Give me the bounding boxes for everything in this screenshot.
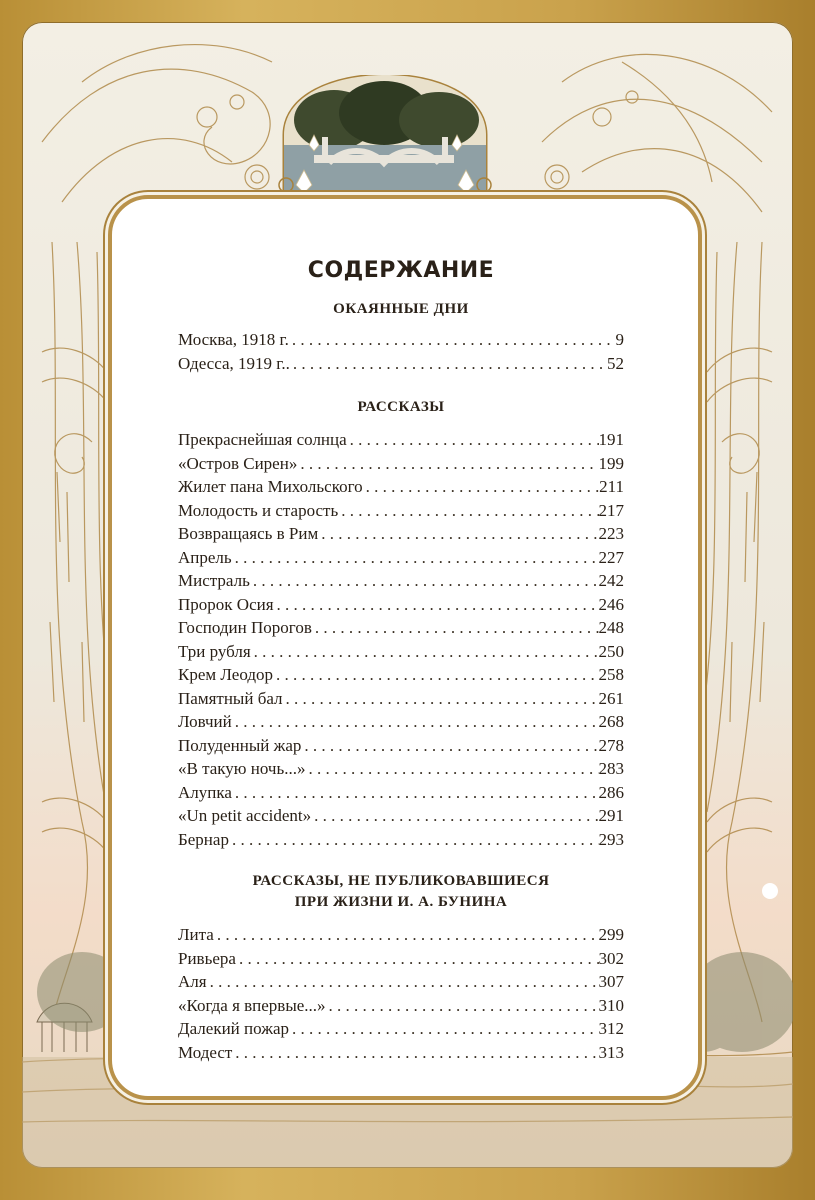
toc-entry-title: Алупка (178, 782, 232, 802)
toc-entry-page: 283 (598, 759, 624, 778)
table-of-contents (178, 250, 624, 1064)
toc-entry[interactable] (178, 1041, 624, 1065)
toc-entry-page: 242 (598, 571, 624, 590)
toc-entry[interactable] (178, 947, 624, 971)
toc-entry[interactable] (178, 593, 624, 617)
toc-entry-page: 312 (598, 1019, 624, 1038)
section-heading-okayannye-dni: ОКАЯННЫЕ ДНИ (333, 301, 469, 317)
toc-entry-page: 299 (598, 925, 624, 944)
page-title: СОДЕРЖАНИЕ (307, 258, 495, 283)
toc-entry[interactable] (178, 970, 624, 994)
leader-dots (274, 593, 599, 617)
toc-entry-page: 293 (598, 829, 624, 849)
toc-entry-title: «Когда я впервые...» (178, 995, 326, 1015)
toc-entry-title: Крем Леодор (178, 665, 274, 684)
leader-dots (289, 1017, 599, 1041)
toc-entry[interactable] (178, 428, 624, 452)
toc-entry-title: Мистраль (178, 571, 250, 590)
toc-entry-title: Жилет пана Михольского (178, 477, 363, 496)
toc-list-section-2 (178, 428, 624, 851)
toc-entry[interactable] (178, 663, 624, 687)
toc-entry[interactable] (178, 734, 624, 758)
toc-entry[interactable] (178, 804, 624, 828)
leader-dots (214, 923, 599, 947)
toc-entry[interactable] (178, 1017, 624, 1041)
leader-dots (289, 328, 616, 352)
toc-entry-title: Три рубля (178, 641, 251, 661)
toc-entry-title: Модест (178, 1042, 233, 1062)
toc-entry[interactable] (178, 522, 624, 546)
toc-entry-title: Бернар (178, 829, 229, 849)
section-heading-unpublished-line2: ПРИ ЖИЗНИ И. А. БУНИНА (294, 894, 508, 910)
leader-dots (232, 546, 599, 570)
leader-dots (297, 452, 598, 476)
toc-entry-page: 286 (598, 782, 624, 802)
leader-dots (290, 352, 607, 376)
section-heading-rasskazy: РАССКАЗЫ (357, 399, 445, 415)
leader-dots (301, 734, 598, 758)
toc-entry-title: Молодость и старость (178, 500, 339, 520)
toc-entry[interactable] (178, 640, 624, 664)
toc-entry[interactable] (178, 475, 624, 499)
park-bridge-vignette-icon (274, 75, 496, 203)
leader-dots (326, 994, 599, 1018)
leader-dots (273, 663, 598, 687)
toc-entry-title: Господин Порогов (178, 618, 312, 637)
toc-entry-title: Прекраснейшая солнца (178, 430, 347, 449)
toc-entry[interactable] (178, 781, 624, 805)
leader-dots (251, 640, 599, 664)
toc-entry[interactable] (178, 328, 624, 352)
toc-entry[interactable] (178, 546, 624, 570)
leader-dots (338, 499, 598, 523)
toc-entry-page: 199 (598, 453, 624, 473)
toc-entry-page: 313 (598, 1042, 624, 1062)
leader-dots (232, 1041, 598, 1065)
toc-entry-title: «Un petit accident» (178, 806, 312, 825)
toc-entry-page: 227 (598, 547, 624, 567)
toc-entry-page: 217 (598, 500, 624, 520)
toc-entry-title: Полуденный жар (178, 735, 302, 755)
toc-entry-page: 211 (599, 477, 624, 496)
toc-entry-title: «Остров Сирен» (178, 453, 298, 473)
leader-dots (232, 710, 599, 734)
leader-dots (363, 475, 599, 499)
leader-dots (250, 569, 599, 593)
toc-entry-page: 258 (598, 665, 624, 684)
toc-entry[interactable] (178, 616, 624, 640)
toc-entry-page: 248 (598, 618, 624, 637)
toc-entry-page: 223 (598, 524, 624, 543)
leader-dots (347, 428, 599, 452)
toc-entry-page: 246 (598, 594, 624, 614)
toc-entry-page: 261 (598, 688, 624, 708)
toc-entry[interactable] (178, 923, 624, 947)
leader-dots (207, 970, 599, 994)
toc-entry-page: 9 (615, 330, 624, 349)
toc-entry-title: Аля (178, 972, 207, 991)
toc-entry[interactable] (178, 710, 624, 734)
leader-dots (318, 522, 598, 546)
toc-entry-page: 310 (598, 995, 624, 1015)
toc-entry[interactable] (178, 569, 624, 593)
toc-entry-page: 52 (607, 353, 624, 373)
toc-entry-title: Лита (178, 925, 214, 944)
toc-entry[interactable] (178, 499, 624, 523)
toc-entry[interactable] (178, 352, 624, 376)
leader-dots (236, 947, 599, 971)
toc-entry-title: Возвращаясь в Рим (178, 524, 319, 543)
toc-entry-title: «В такую ночь...» (178, 759, 306, 778)
toc-entry-title: Далекий пожар (178, 1019, 289, 1038)
toc-entry-page: 268 (598, 712, 624, 731)
toc-entry-title: Апрель (178, 547, 232, 567)
toc-entry-title: Москва, 1918 г. (178, 330, 289, 349)
toc-entry-title: Ловчий (178, 712, 232, 731)
decorative-dot (762, 883, 778, 899)
toc-entry[interactable] (178, 994, 624, 1018)
toc-entry-page: 250 (598, 641, 624, 661)
toc-entry-page: 302 (598, 948, 624, 968)
leader-dots (283, 687, 599, 711)
toc-entry[interactable] (178, 687, 624, 711)
toc-entry-page: 307 (598, 972, 624, 991)
toc-entry[interactable] (178, 757, 624, 781)
toc-entry-title: Пророк Осия (178, 594, 274, 614)
toc-entry[interactable] (178, 828, 624, 852)
toc-entry-page: 191 (598, 430, 624, 449)
leader-dots (312, 616, 599, 640)
leader-dots (305, 757, 598, 781)
leader-dots (232, 781, 599, 805)
section-heading-unpublished: РАССКАЗЫ, НЕ ПУБЛИКОВАВШИЕСЯ (252, 873, 550, 889)
leader-dots (229, 828, 599, 852)
leader-dots (311, 804, 598, 828)
toc-list-section-3 (178, 923, 624, 1064)
toc-entry-page: 291 (598, 806, 624, 825)
toc-list-section-1 (178, 328, 624, 375)
toc-entry-title: Памятный бал (178, 688, 283, 708)
toc-entry-title: Ривьера (178, 948, 236, 968)
toc-entry-title: Одесса, 1919 г.. (178, 353, 290, 373)
toc-entry-page: 278 (598, 735, 624, 755)
toc-entry[interactable] (178, 452, 624, 476)
